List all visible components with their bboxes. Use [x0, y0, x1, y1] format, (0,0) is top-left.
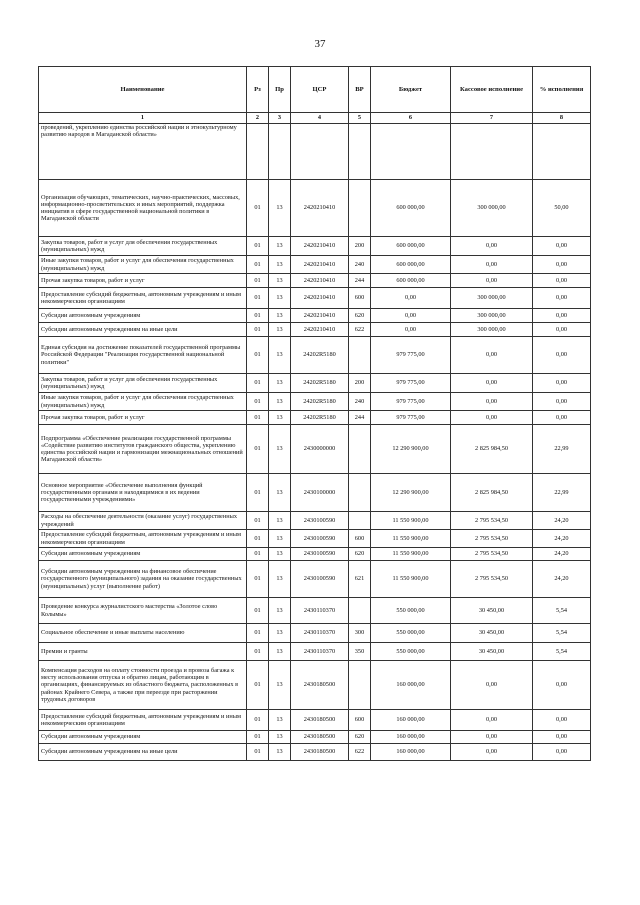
cell-rz: 01 [247, 323, 269, 337]
cell-kass: 300 000,00 [451, 288, 533, 309]
page-number: 37 [314, 38, 326, 50]
cell-pct: 0,00 [533, 309, 591, 323]
cell-name: Прочая закупка товаров, работ и услуг [39, 411, 247, 425]
cell-budget: 160 000,00 [371, 661, 451, 710]
cell-kass: 2 795 534,50 [451, 561, 533, 598]
header-pct: % исполнения [533, 67, 591, 113]
cell-pct: 0,00 [533, 661, 591, 710]
cell-rz: 01 [247, 561, 269, 598]
cell-kass: 0,00 [451, 274, 533, 288]
cell-budget: 12 290 900,00 [371, 425, 451, 474]
cell-pct: 24,20 [533, 530, 591, 548]
cell-vr: 200 [349, 374, 371, 393]
table-row [39, 309, 591, 323]
table-row [39, 661, 591, 710]
cell-budget: 160 000,00 [371, 744, 451, 761]
header-vr: ВР [349, 67, 371, 113]
cell-pct [533, 124, 591, 180]
cell-kass: 2 795 534,50 [451, 548, 533, 561]
cell-pr: 13 [269, 474, 291, 512]
cell-kass: 300 000,00 [451, 309, 533, 323]
cell-kass: 0,00 [451, 411, 533, 425]
cell-vr [349, 124, 371, 180]
cell-pct: 22,99 [533, 425, 591, 474]
cell-pr: 13 [269, 425, 291, 474]
cell-budget: 600 000,00 [371, 237, 451, 256]
cell-rz: 01 [247, 425, 269, 474]
cell-vr: 622 [349, 744, 371, 761]
cell-rz: 01 [247, 393, 269, 411]
cell-pr: 13 [269, 393, 291, 411]
cell-csr: 24202R5180 [291, 411, 349, 425]
cell-budget: 12 290 900,00 [371, 474, 451, 512]
table-row [39, 731, 591, 744]
cell-pct: 50,00 [533, 180, 591, 237]
cell-rz [247, 124, 269, 180]
cell-name: Единая субсидия на достижение показателей государственной программы Российской Федерации "Реализация государственной национальной политики" [39, 337, 247, 374]
cell-vr: 200 [349, 237, 371, 256]
cell-pct: 0,00 [533, 323, 591, 337]
cell-name: Предоставление субсидий бюджетным, автономным учреждениям и иным некоммерческим организациям [39, 710, 247, 731]
header-pr: Пр [269, 67, 291, 113]
cell-kass: 30 450,00 [451, 624, 533, 643]
cell-kass: 30 450,00 [451, 643, 533, 661]
cell-pct: 0,00 [533, 237, 591, 256]
cell-budget: 0,00 [371, 309, 451, 323]
cell-rz: 01 [247, 598, 269, 624]
table-row [39, 337, 591, 374]
cell-csr: 2430180500 [291, 661, 349, 710]
cell-pr: 13 [269, 323, 291, 337]
cell-pr: 13 [269, 661, 291, 710]
cell-name: Проведение конкурса журналистского мастерства «Золотое слово Колымы» [39, 598, 247, 624]
cell-pr: 13 [269, 274, 291, 288]
cell-budget: 979 775,00 [371, 374, 451, 393]
column-number: 7 [451, 113, 533, 124]
header-rz: Рз [247, 67, 269, 113]
column-number-row [39, 113, 591, 124]
cell-pct: 5,54 [533, 598, 591, 624]
cell-csr: 24202R5180 [291, 393, 349, 411]
cell-name: Подпрограмма «Обеспечение реализации государственной программы «Содействие развитию институтов гражданского общества, укреплению единства российской нации и гармонизации межнациональных отношений Магаданской области» [39, 425, 247, 474]
cell-vr [349, 512, 371, 530]
cell-budget [371, 124, 451, 180]
cell-budget: 550 000,00 [371, 598, 451, 624]
cell-name: Иные закупки товаров, работ и услуг для обеспечения государственных (муниципальных) нужд [39, 256, 247, 274]
cell-rz: 01 [247, 530, 269, 548]
cell-kass: 0,00 [451, 393, 533, 411]
table-row [39, 237, 591, 256]
cell-kass: 0,00 [451, 256, 533, 274]
cell-csr: 2420210410 [291, 274, 349, 288]
cell-kass: 2 795 534,50 [451, 530, 533, 548]
cell-csr: 2430100000 [291, 474, 349, 512]
cell-budget: 11 550 900,00 [371, 561, 451, 598]
cell-csr: 2420210410 [291, 288, 349, 309]
cell-kass: 0,00 [451, 661, 533, 710]
cell-pct: 5,54 [533, 624, 591, 643]
cell-name: Основное мероприятие «Обеспечение выполнения функций государственными органами и находящимися в их ведении государственными учреждениями» [39, 474, 247, 512]
cell-vr: 621 [349, 561, 371, 598]
cell-vr [349, 474, 371, 512]
cell-csr: 2430110370 [291, 598, 349, 624]
cell-budget: 979 775,00 [371, 411, 451, 425]
cell-csr: 24202R5180 [291, 337, 349, 374]
cell-rz: 01 [247, 337, 269, 374]
cell-kass: 2 795 534,50 [451, 512, 533, 530]
cell-pct: 0,00 [533, 374, 591, 393]
cell-budget: 550 000,00 [371, 643, 451, 661]
cell-csr: 2430180500 [291, 731, 349, 744]
table-row [39, 474, 591, 512]
cell-kass: 0,00 [451, 731, 533, 744]
cell-pr: 13 [269, 256, 291, 274]
cell-name: Предоставление субсидий бюджетным, автономным учреждениям и иным некоммерческим организациям [39, 530, 247, 548]
cell-csr: 2420210410 [291, 180, 349, 237]
column-number: 6 [371, 113, 451, 124]
cell-pct: 0,00 [533, 393, 591, 411]
header-row [39, 67, 591, 113]
cell-vr: 620 [349, 309, 371, 323]
table-row [39, 744, 591, 761]
cell-csr: 2430110370 [291, 643, 349, 661]
cell-pr: 13 [269, 624, 291, 643]
cell-name: Субсидии автономным учреждениям на иные цели [39, 744, 247, 761]
cell-name: Организация обучающих, тематических, научно-практических, массовых, информационно-просветительских и иных мероприятий, поддержка инициатив в сфере государственной национальной политики в Магаданской области [39, 180, 247, 237]
header-name: Наименование [39, 67, 247, 113]
table-row [39, 643, 591, 661]
cell-budget: 550 000,00 [371, 624, 451, 643]
cell-kass: 0,00 [451, 374, 533, 393]
cell-pr: 13 [269, 710, 291, 731]
cell-rz: 01 [247, 474, 269, 512]
cell-rz: 01 [247, 309, 269, 323]
cell-csr: 2430100590 [291, 561, 349, 598]
cell-vr: 600 [349, 710, 371, 731]
cell-rz: 01 [247, 643, 269, 661]
column-number: 4 [291, 113, 349, 124]
cell-kass: 0,00 [451, 237, 533, 256]
cell-name: Премии и гранты [39, 643, 247, 661]
cell-rz: 01 [247, 731, 269, 744]
cell-vr: 240 [349, 393, 371, 411]
cell-rz: 01 [247, 512, 269, 530]
cell-name: Субсидии автономным учреждениям на финансовое обеспечение государственного (муниципального) задания на оказание государственных (муниципальных) услуг (выполнение работ) [39, 561, 247, 598]
cell-csr: 2430100590 [291, 512, 349, 530]
cell-pct: 22,99 [533, 474, 591, 512]
cell-vr [349, 337, 371, 374]
cell-vr: 620 [349, 731, 371, 744]
cell-pct: 0,00 [533, 274, 591, 288]
cell-name: Субсидии автономным учреждениям [39, 548, 247, 561]
cell-pct: 0,00 [533, 411, 591, 425]
column-number: 1 [39, 113, 247, 124]
cell-csr: 24202R5180 [291, 374, 349, 393]
column-number: 5 [349, 113, 371, 124]
table-row [39, 530, 591, 548]
cell-pr: 13 [269, 411, 291, 425]
cell-kass [451, 124, 533, 180]
cell-vr [349, 180, 371, 237]
cell-pr: 13 [269, 237, 291, 256]
table-row [39, 425, 591, 474]
cell-csr [291, 124, 349, 180]
cell-pr: 13 [269, 561, 291, 598]
header-csr: ЦСР [291, 67, 349, 113]
cell-pr: 13 [269, 337, 291, 374]
table-row [39, 323, 591, 337]
cell-rz: 01 [247, 744, 269, 761]
table-row [39, 598, 591, 624]
cell-vr: 244 [349, 274, 371, 288]
cell-csr: 2430110370 [291, 624, 349, 643]
cell-pr [269, 124, 291, 180]
cell-budget: 0,00 [371, 323, 451, 337]
cell-pr: 13 [269, 598, 291, 624]
cell-pr: 13 [269, 309, 291, 323]
cell-vr: 622 [349, 323, 371, 337]
cell-rz: 01 [247, 274, 269, 288]
cell-vr [349, 598, 371, 624]
cell-name: Закупка товаров, работ и услуг для обеспечения государственных (муниципальных) нужд [39, 237, 247, 256]
cell-pct: 0,00 [533, 337, 591, 374]
column-number: 2 [247, 113, 269, 124]
cell-csr: 2430180500 [291, 710, 349, 731]
cell-vr: 240 [349, 256, 371, 274]
cell-budget: 11 550 900,00 [371, 548, 451, 561]
cell-budget: 979 775,00 [371, 393, 451, 411]
cell-name: Предоставление субсидий бюджетным, автономным учреждениям и иным некоммерческим организациям [39, 288, 247, 309]
cell-rz: 01 [247, 661, 269, 710]
column-number: 3 [269, 113, 291, 124]
table-row [39, 180, 591, 237]
cell-kass: 0,00 [451, 744, 533, 761]
cell-pct: 0,00 [533, 710, 591, 731]
cell-pr: 13 [269, 643, 291, 661]
cell-budget: 160 000,00 [371, 710, 451, 731]
cell-pr: 13 [269, 548, 291, 561]
cell-budget: 11 550 900,00 [371, 530, 451, 548]
cell-pct: 24,20 [533, 548, 591, 561]
cell-name: Прочая закупка товаров, работ и услуг [39, 274, 247, 288]
cell-name: Иные закупки товаров, работ и услуг для обеспечения государственных (муниципальных) нужд [39, 393, 247, 411]
cell-pr: 13 [269, 288, 291, 309]
cell-csr: 2420210410 [291, 256, 349, 274]
cell-kass: 300 000,00 [451, 323, 533, 337]
cell-kass: 30 450,00 [451, 598, 533, 624]
cell-name: Компенсация расходов на оплату стоимости проезда и провоза багажа к месту использования отпуска и обратно лицам, работающим в организациях, финансируемых из областного бюджета, расположенных в районах Крайнего Севера, а также при переезде при расторжении трудовых договоров [39, 661, 247, 710]
table-body [39, 124, 591, 761]
cell-csr: 2420210410 [291, 323, 349, 337]
cell-budget: 160 000,00 [371, 731, 451, 744]
cell-kass: 2 825 984,50 [451, 425, 533, 474]
cell-vr [349, 425, 371, 474]
table-row [39, 288, 591, 309]
cell-pct: 5,54 [533, 643, 591, 661]
table-row [39, 710, 591, 731]
table-row [39, 561, 591, 598]
cell-rz: 01 [247, 710, 269, 731]
budget-table [38, 66, 591, 761]
cell-rz: 01 [247, 256, 269, 274]
table-row [39, 274, 591, 288]
cell-csr: 2430100590 [291, 548, 349, 561]
cell-name: Расходы на обеспечение деятельности (оказание услуг) государственных учреждений [39, 512, 247, 530]
table-row [39, 548, 591, 561]
cell-budget: 0,00 [371, 288, 451, 309]
table-row [39, 256, 591, 274]
cell-rz: 01 [247, 548, 269, 561]
cell-vr: 620 [349, 548, 371, 561]
table-row [39, 624, 591, 643]
cell-rz: 01 [247, 288, 269, 309]
cell-kass: 0,00 [451, 710, 533, 731]
cell-pct: 0,00 [533, 288, 591, 309]
cell-rz: 01 [247, 180, 269, 237]
cell-pr: 13 [269, 744, 291, 761]
cell-rz: 01 [247, 624, 269, 643]
cell-vr: 350 [349, 643, 371, 661]
cell-rz: 01 [247, 237, 269, 256]
cell-pct: 0,00 [533, 731, 591, 744]
cell-name: Закупка товаров, работ и услуг для обеспечения государственных (муниципальных) нужд [39, 374, 247, 393]
cell-budget: 600 000,00 [371, 180, 451, 237]
table-row [39, 512, 591, 530]
cell-name: Субсидии автономным учреждениям [39, 309, 247, 323]
cell-rz: 01 [247, 411, 269, 425]
cell-vr: 244 [349, 411, 371, 425]
cell-vr: 300 [349, 624, 371, 643]
table-row [39, 124, 591, 180]
cell-pr: 13 [269, 180, 291, 237]
cell-budget: 11 550 900,00 [371, 512, 451, 530]
column-number: 8 [533, 113, 591, 124]
header-budget: Бюджет [371, 67, 451, 113]
cell-name: Субсидии автономным учреждениям [39, 731, 247, 744]
cell-budget: 979 775,00 [371, 337, 451, 374]
cell-pr: 13 [269, 374, 291, 393]
cell-pct: 0,00 [533, 256, 591, 274]
cell-vr: 600 [349, 530, 371, 548]
cell-vr: 600 [349, 288, 371, 309]
cell-kass: 0,00 [451, 337, 533, 374]
cell-budget: 600 000,00 [371, 274, 451, 288]
cell-pr: 13 [269, 530, 291, 548]
cell-csr: 2420210410 [291, 309, 349, 323]
cell-name: Социальное обеспечение и иные выплаты населению [39, 624, 247, 643]
cell-kass: 300 000,00 [451, 180, 533, 237]
header-kass: Кассовое исполнение [451, 67, 533, 113]
table-row [39, 374, 591, 393]
cell-budget: 600 000,00 [371, 256, 451, 274]
cell-rz: 01 [247, 374, 269, 393]
cell-pct: 24,20 [533, 512, 591, 530]
cell-pr: 13 [269, 731, 291, 744]
table-row [39, 411, 591, 425]
table-row [39, 393, 591, 411]
cell-name: проведений, укреплению единства российской нации и этнокультурному развитию народов в Магаданской области» [39, 124, 247, 180]
cell-csr: 2430180500 [291, 744, 349, 761]
cell-pct: 0,00 [533, 744, 591, 761]
cell-name: Субсидии автономным учреждениям на иные цели [39, 323, 247, 337]
cell-csr: 2420210410 [291, 237, 349, 256]
cell-vr [349, 661, 371, 710]
cell-csr: 2430000000 [291, 425, 349, 474]
cell-kass: 2 825 984,50 [451, 474, 533, 512]
cell-pct: 24,20 [533, 561, 591, 598]
cell-csr: 2430100590 [291, 530, 349, 548]
cell-pr: 13 [269, 512, 291, 530]
